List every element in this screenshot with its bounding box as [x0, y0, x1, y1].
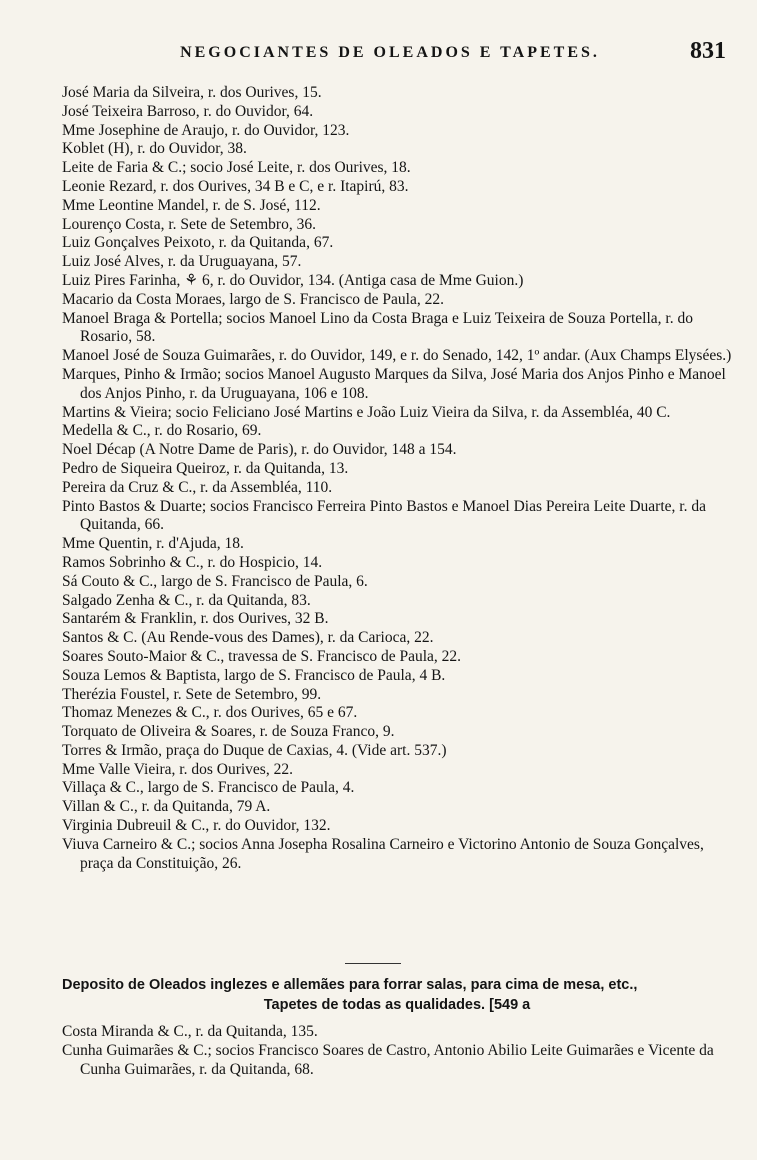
list-item: Santarém & Franklin, r. dos Ourives, 32 B.: [62, 610, 329, 628]
list-item: Mme Josephine de Araujo, r. do Ouvidor, 123.: [62, 121, 350, 139]
page-number: 831: [690, 38, 726, 64]
running-header: NEGOCIANTES DE OLEADOS E TAPETES.: [180, 44, 600, 61]
list-item: Leonie Rezard, r. dos Ourives, 34 B e C, e r. Itapirú, 83.: [62, 177, 409, 195]
list-item: Mme Valle Vieira, r. dos Ourives, 22.: [62, 760, 293, 778]
notice-line-1: Deposito de Oleados inglezes e allemães para forrar salas, para cima de mesa, etc.,: [62, 977, 638, 993]
list-item: Marques, Pinho & Irmão; socios Manoel Augusto Marques da Silva, José Maria dos Anjos Pinho e Manoel dos Anjos Pinho, r. da Uruguayana, 106 e 108.: [62, 365, 726, 402]
list-item: Pereira da Cruz & C., r. da Assembléa, 110.: [62, 478, 333, 496]
list-item: Manoel José de Souza Guimarães, r. do Ouvidor, 149, e r. do Senado, 142, 1º andar. (Aux Champs Elysées.): [62, 347, 732, 365]
list-item: Luiz José Alves, r. da Uruguayana, 57.: [62, 253, 302, 271]
list-item: Martins & Vieira; socio Feliciano José Martins e João Luiz Vieira da Silva, r. da Assembléa, 40 C.: [62, 403, 671, 421]
list-item: Villaça & C., largo de S. Francisco de Paula, 4.: [62, 779, 355, 797]
list-item: Thomaz Menezes & C., r. dos Ourives, 65 e 67.: [62, 704, 358, 722]
list-item: Noel Décap (A Notre Dame de Paris), r. do Ouvidor, 148 a 154.: [62, 441, 457, 459]
list-item: Luiz Pires Farinha, ⚘ 6, r. do Ouvidor, 134. (Antiga casa de Mme Guion.): [62, 271, 524, 289]
list-item: José Maria da Silveira, r. dos Ourives, 15.: [62, 84, 322, 101]
list-item: Manoel Braga & Portella; socios Manoel Lino da Costa Braga e Luiz Teixeira de Souza Portella, r. do Rosario, 58.: [62, 309, 693, 346]
list-item: Santos & C. (Au Rende-vous des Dames), r. da Carioca, 22.: [62, 629, 434, 647]
list-item: Koblet (H), r. do Ouvidor, 38.: [62, 140, 247, 158]
list-item: Sá Couto & C., largo de S. Francisco de Paula, 6.: [62, 572, 368, 590]
list-item: Ramos Sobrinho & C., r. do Hospicio, 14.: [62, 553, 323, 571]
list-item: Costa Miranda & C., r. da Quitanda, 135.: [62, 1023, 318, 1040]
list-item: Salgado Zenha & C., r. da Quitanda, 83.: [62, 591, 311, 609]
merchant-list: [62, 84, 732, 873]
list-item: Medella & C., r. do Rosario, 69.: [62, 422, 262, 440]
list-item: Leite de Faria & C.; socio José Leite, r. dos Ourives, 18.: [62, 159, 411, 177]
list-item: Villan & C., r. da Quitanda, 79 A.: [62, 798, 271, 816]
list-item: Mme Leontine Mandel, r. de S. José, 112.: [62, 196, 321, 214]
list-item: Mme Quentin, r. d'Ajuda, 18.: [62, 535, 244, 553]
list-item: Torres & Irmão, praça do Duque de Caxias, 4. (Vide art. 537.): [62, 741, 447, 759]
carpet-merchant-list: [62, 1023, 732, 1079]
list-item: Virginia Dubreuil & C., r. do Ouvidor, 132.: [62, 817, 331, 835]
section-divider: [345, 963, 401, 964]
list-item: Soares Souto-Maior & C., travessa de S. Francisco de Paula, 22.: [62, 647, 462, 665]
notice-line-2: Tapetes de todas as qualidades. [549 a: [263, 997, 531, 1013]
list-item: José Teixeira Barroso, r. do Ouvidor, 64.: [62, 102, 314, 120]
list-item: Therézia Foustel, r. Sete de Setembro, 99.: [62, 685, 322, 703]
list-item: Pinto Bastos & Duarte; socios Francisco Ferreira Pinto Bastos e Manoel Dias Pereira Leite Duarte, r. da Quitanda, 66.: [62, 497, 706, 534]
list-item: Souza Lemos & Baptista, largo de S. Francisco de Paula, 4 B.: [62, 666, 446, 684]
section-notice: [62, 975, 732, 1015]
list-item: Torquato de Oliveira & Soares, r. de Souza Franco, 9.: [62, 723, 395, 741]
list-item: Lourenço Costa, r. Sete de Setembro, 36.: [62, 215, 316, 233]
list-item: Cunha Guimarães & C.; socios Francisco Soares de Castro, Antonio Abilio Leite Guimarães e Vicente da Cunha Guimarães, r. da Quitanda, 68.: [62, 1041, 714, 1078]
list-item: Macario da Costa Moraes, largo de S. Francisco de Paula, 22.: [62, 290, 444, 308]
list-item: Luiz Gonçalves Peixoto, r. da Quitanda, 67.: [62, 234, 334, 252]
list-item: Viuva Carneiro & C.; socios Anna Josepha Rosalina Carneiro e Victorino Antonio de Souza Gonçalves, praça da Constituição, 26.: [62, 835, 704, 872]
list-item: Pedro de Siqueira Queiroz, r. da Quitanda, 13.: [62, 459, 349, 477]
